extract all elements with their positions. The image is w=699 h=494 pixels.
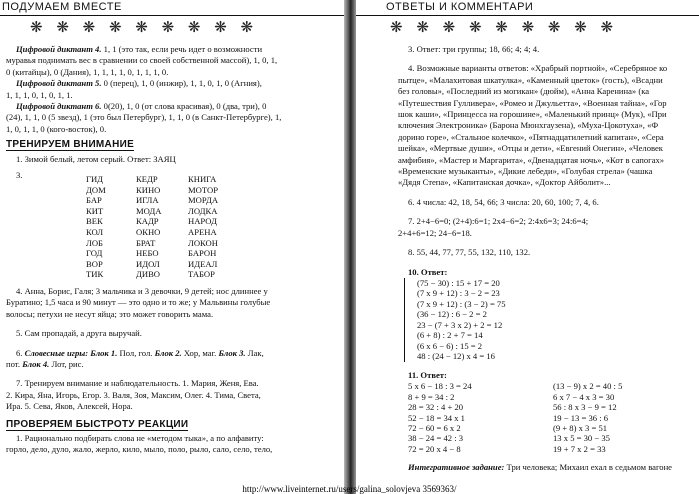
text-line: 7. Тренируем внимание и наблюдательность. 1. Мария, Женя, Ева. [16, 378, 259, 389]
dictation-label: Цифровой диктант 4. [16, 44, 102, 54]
word-table-spacer [36, 185, 86, 196]
text-line: без головы», «Последний из могикан» (дюйм), «Анна Каренина» (ка [398, 86, 650, 97]
word-table-spacer [36, 248, 86, 259]
word-table-cell: НАРОД [188, 216, 217, 227]
right-page-content [398, 44, 698, 474]
calculation-line: 8 + 9 = 34 : 2 [408, 391, 455, 402]
calculation-line: 48 : (24 − 12) x 4 = 16 [417, 351, 495, 362]
word-table-spacer [36, 216, 86, 227]
dictation-line [6, 67, 342, 77]
word-table-spacer [36, 195, 86, 206]
word-games-block-text: пот. [6, 359, 21, 370]
dictation-text: (24), 1, 1, 0 (5 звезд), 1 (это был Петербург), 1, 1, 0 (в Санкт-Петербурге), 1, [6, 112, 282, 123]
word-table [36, 174, 240, 280]
word-table-cell: ИДОЛ [136, 258, 160, 269]
answer-item-11-right-column [553, 381, 698, 454]
word-table-cell: БАРОН [188, 248, 217, 259]
word-table-cell: АРЕНА [188, 227, 217, 238]
word-games-line [6, 359, 342, 369]
text-line: волосы; петухи не несут яйца; это может говорить мама. [6, 308, 214, 319]
word-table-spacer [36, 269, 86, 280]
word-table-cell: КИТ [86, 205, 104, 216]
text-line: Буратино; 1,5 часа и 90 минут — это одно и то же; у Мальвины голубые [6, 297, 271, 308]
text-line: 4. Возможные варианты ответов: «Храбрый портной», «Серебряное ко [408, 63, 668, 74]
attention-item-5: 5. Сам пропадай, а друга выручай. [16, 328, 142, 339]
word-table-cell: ВОР [86, 258, 103, 269]
answer-item-10-label: 10. Ответ: [408, 266, 448, 277]
word-table-cell: КИНО [136, 184, 161, 195]
word-table-cell: КАДР [136, 216, 159, 227]
dictation-line [6, 55, 342, 65]
word-table-cell: НЕБО [136, 248, 159, 259]
word-table-cell: КОЛ [86, 227, 104, 238]
text-line: дорино горе», «Стальное колечко», «Пятнадцатилетний капитан», «Сера [398, 131, 664, 142]
calculation-line: (7 x 9 + 12) : (3 − 2) = 75 [417, 298, 506, 309]
text-line: ключения Электроника» (Барона Мюнхгаузена), «Муха-Цокотуха», «Ф [398, 120, 659, 131]
word-table-cell: МОДА [136, 205, 162, 216]
dictation-line [6, 112, 342, 122]
word-table-cell: ЛОДКА [188, 205, 218, 216]
dictation-line [6, 124, 342, 134]
word-games-label: Словесные игры: [24, 347, 89, 358]
dictation-label: Цифровой диктант 5. [16, 78, 102, 89]
right-page [356, 0, 699, 494]
dictation-text: муравья поднимать вес в сравнении со своей собственной массой), 1, 0, 1, [6, 55, 278, 66]
word-games-block-label: Блок 1. [90, 347, 118, 358]
dictation-text: 0(20), 1, 0 (от слова красивая), 0 (два, три), 0 [103, 101, 267, 112]
word-table-cell: ЛОКОН [188, 237, 218, 248]
word-table-cell: ДОМ [86, 184, 106, 195]
calculation-line: (7 x 9 + 12) : 3 − 2 = 23 [417, 288, 500, 299]
attention-item-4 [6, 286, 342, 319]
calculation-line: 19 + 7 x 2 = 33 [553, 443, 606, 454]
word-table-number: 3. [16, 170, 23, 181]
word-games-block-text: Пол, гол. [119, 347, 153, 358]
calculation-line: 28 = 32 : 4 + 20 [408, 402, 464, 413]
dictation-text: 0 (китайцы), 0 (Дания), 1, 1, 1, 1, 0, 1, 1, 1, 0. [6, 66, 169, 77]
attention-item-6 [6, 348, 342, 370]
word-table-cell: КЕДР [136, 174, 158, 185]
attention-item-1: 1. Зимой белый, летом серый. Ответ: ЗАЯЦ [16, 153, 176, 164]
dictation-text: 1, 0, 1, 1, 0 (кого-восток), 0. [6, 123, 107, 134]
book-gutter [344, 0, 356, 494]
integrative-task [398, 462, 698, 472]
text-line: 1. Рационально подбирать слова не «методом тыка», а по алфавиту: [16, 433, 264, 444]
word-games-number: 6. [16, 347, 23, 358]
word-games-line [6, 348, 342, 358]
word-table-cell: КНИГА [188, 174, 217, 185]
answer-item-8: 8. 55, 44, 77, 77, 55, 132, 110, 132. [408, 247, 531, 258]
text-line: Ира. 5. Сева, Яков, Алексей, Нора. [6, 401, 133, 412]
word-table-cell: ТАБОР [188, 269, 215, 280]
attention-item-7 [6, 378, 342, 411]
word-table-cell: ДИВО [136, 269, 161, 280]
calculation-line: 38 − 24 = 42 : 3 [408, 433, 464, 444]
text-line: шейка», «Мертвые души», «Отцы и дети», «Евгений Онегин», «Человек [398, 143, 663, 154]
dictation-line [6, 101, 342, 111]
word-table-cell: БРАТ [136, 237, 156, 248]
dictation-label: Цифровой диктант 6. [16, 101, 102, 112]
text-line: горло, дело, дуло, жало, жерло, кило, мыло, поло, рыло, сало, село, тело, [6, 444, 273, 455]
calculation-line: 72 − 60 = 6 x 2 [408, 422, 461, 433]
dictation-line [6, 78, 342, 88]
word-table-cell: ИГЛА [136, 195, 159, 206]
word-table-spacer [36, 238, 86, 249]
calculation-line: (6 + 8) : 2 + 7 = 14 [417, 330, 483, 341]
text-line: 2. Кира, Яна, Игорь, Егор. 3. Валя, Зоя, Максим, Олег. 4. Тима, Света, [6, 389, 261, 400]
word-table-spacer [36, 259, 86, 270]
word-table-cell: ОКНО [136, 227, 161, 238]
calculation-line: 72 = 20 x 4 − 8 [408, 443, 461, 454]
word-games-block-label: Блок 3. [218, 347, 246, 358]
text-line: амфибия», «Мастер и Маргарита», «Двенадцатая ночь», «Кот в сапогах» [398, 154, 665, 165]
calculation-line: 23 − (7 + 3 x 2) + 2 = 12 [417, 319, 503, 330]
word-table-cell: ЛОБ [86, 237, 103, 248]
word-table-block [6, 170, 342, 286]
section-title-reaction: ПРОВЕРЯЕМ БЫСТРОТУ РЕАКЦИИ [6, 418, 189, 430]
dictation-line [6, 44, 342, 54]
word-table-cell: МОРДА [188, 195, 219, 206]
right-page-header: ОТВЕТЫ И КОММЕНТАРИ [356, 0, 699, 16]
answer-item-7 [398, 216, 698, 238]
word-table-cell: МОТОР [188, 184, 218, 195]
word-games-block-label: Блок 4. [22, 359, 50, 370]
calculation-line: (13 − 9) x 2 = 40 : 5 [553, 381, 623, 392]
text-line: 2+4+6=12; 24−6=18. [398, 227, 472, 238]
right-ornament-row: ❋ ❋ ❋ ❋ ❋ ❋ ❋ ❋ ❋ [390, 20, 619, 36]
word-games-block-text: Хор, маг. [183, 347, 217, 358]
answer-item-4 [398, 63, 698, 187]
word-table-spacer [36, 174, 86, 185]
left-page-header: ПОДУМАЕМ ВМЕСТЕ [0, 0, 344, 16]
calculation-line: 13 x 5 = 30 − 35 [553, 433, 610, 444]
word-table-cell: ГИД [86, 174, 104, 185]
answer-item-3: 3. Ответ: три группы; 18, 66; 4; 4; 4. [408, 44, 540, 54]
word-table-cell: ТИК [86, 269, 104, 280]
answer-item-6: 6. 4 числа: 42, 18, 54, 66; 3 числа: 20, 60, 100; 7, 4, 6. [408, 196, 599, 207]
text-line: «Дядя Степа», «Капитанская дочка», «Доктор Айболит»... [398, 177, 611, 188]
text-line: шок каши», «Принцесса на горошине», «Маленький принц» (Мук), «При [398, 109, 667, 120]
text-line: «Временские музыканты», «Дикие лебеди», «Голубая стрела» (чашка [398, 166, 653, 177]
left-ornament-row: ❋ ❋ ❋ ❋ ❋ ❋ ❋ ❋ ❋ [30, 20, 259, 36]
reaction-item-1 [6, 433, 342, 455]
left-page-content [6, 44, 342, 456]
calculation-line: (9 + 8) x 3 = 51 [553, 422, 608, 433]
dictation-line [6, 90, 342, 100]
calculation-line: 52 − 18 = 34 x 1 [408, 412, 465, 423]
word-games-block-label: Блок 2. [154, 347, 182, 358]
calculation-line: 56 : 8 x 3 − 9 = 12 [553, 402, 617, 413]
word-table-cell: БАР [86, 195, 102, 206]
calculation-line: (6 x 6 − 6) : 15 = 2 [417, 340, 483, 351]
answer-item-11-label: 11. Ответ: [408, 369, 447, 380]
text-line: 7. 2+4−6=0; (2+4):6=1; 2х4−6=2; 2:4х6=3; 24:6=4; [408, 216, 589, 227]
dictation-text: 0 (перец), 1, 0 (инжир), 1, 1, 0, 1, 0 (Агния), [103, 78, 262, 89]
calculation-line: 6 x 7 − 4 x 3 = 30 [553, 391, 615, 402]
calculation-line: 5 х 6 − 18 : 3 = 24 [408, 381, 472, 392]
text-line: «Путешествия Гулливера», «Ромео и Джульетта», «Военная тайна», «Гор [398, 97, 667, 108]
text-line: пытце», «Малахитовая шкатулка», «Каменный цветок» (гость), «Всадни [398, 74, 663, 85]
section-title-attention: ТРЕНИРУЕМ ВНИМАНИЕ [6, 139, 135, 151]
dictation-text: 1, 1, 1, 0, 1, 0, 1, 1. [6, 89, 73, 100]
answer-item-10-calculations [404, 278, 506, 362]
calculation-line: (75 − 30) : 15 + 17 = 20 [417, 277, 500, 288]
answer-item-11-columns [398, 381, 698, 454]
calculation-line: 19 − 13 = 36 : 6 [553, 412, 609, 423]
integrative-task-text: Три человека; Михаил ехал в седьмом вагоне [506, 462, 672, 473]
word-games-block-text: Лак, [247, 347, 264, 358]
text-line: 4. Анна, Борис, Галя; 3 мальчика и 3 девочки, 9 детей; нос длиннее у [16, 286, 268, 296]
word-table-spacer [36, 206, 86, 217]
word-games-block-text: Лот, рис. [51, 359, 84, 370]
integrative-task-label: Интегративное задание: [408, 462, 505, 473]
left-page [0, 0, 344, 494]
word-table-spacer [36, 227, 86, 238]
word-table-cell: ГОД [86, 248, 103, 259]
answer-item-11-left-column [408, 381, 553, 454]
word-table-cell: ИДЕАЛ [188, 258, 218, 269]
word-table-cell: ВЕК [86, 216, 103, 227]
dictation-text: 1, 1 (это так, если речь идет о возможности [103, 44, 263, 54]
calculation-line: (36 − 12) : 6 − 2 = 2 [417, 309, 487, 320]
digital-dictations [6, 44, 342, 134]
watermark-url: http://www.liveinternet.ru/users/galina_solovjeva 3569363/ [242, 484, 457, 494]
